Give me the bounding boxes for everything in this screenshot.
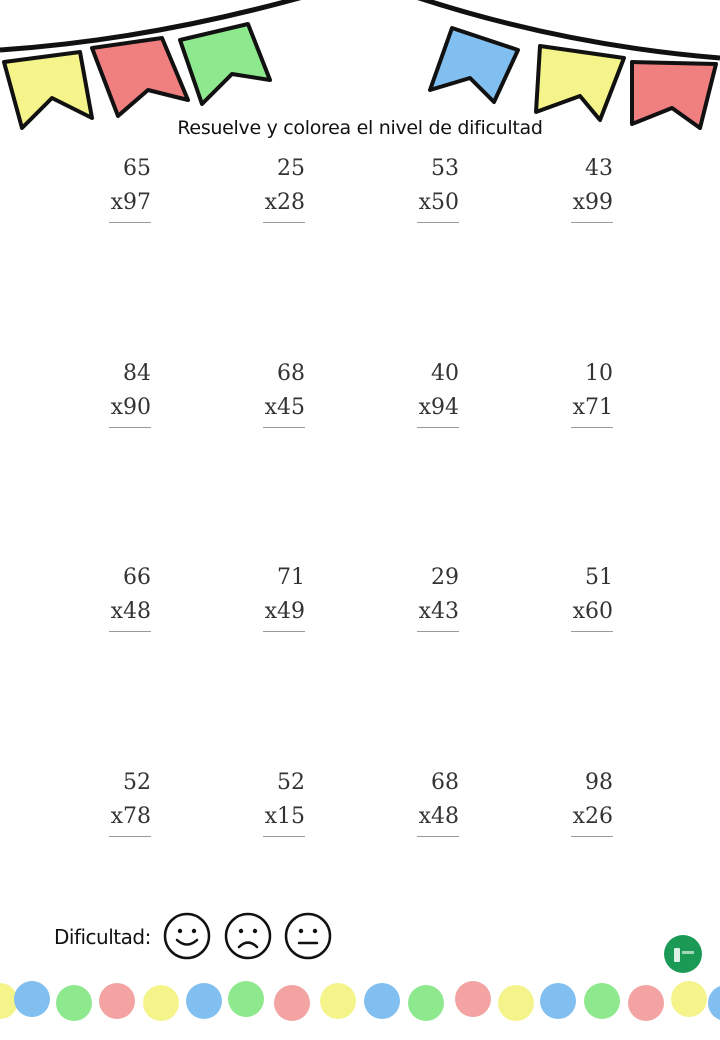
- multiplier: x97: [110, 190, 151, 215]
- multiplication-problem: [81, 766, 151, 837]
- multiplication-problem: [235, 561, 305, 632]
- decorative-dot: [708, 985, 720, 1021]
- answer-line[interactable]: [109, 222, 151, 223]
- decorative-dot: [228, 981, 264, 1017]
- multiplier: x43: [418, 599, 459, 624]
- multiplier: x94: [418, 395, 459, 420]
- multiplicand: 53: [431, 156, 459, 181]
- page-title: Resuelve y colorea el nivel de dificultad: [177, 117, 543, 139]
- multiplier: x48: [110, 599, 151, 624]
- decorative-dot: [455, 981, 491, 1017]
- multiplier: x99: [572, 190, 613, 215]
- decorative-dot: [540, 983, 576, 1019]
- multiplicand: 10: [585, 361, 613, 386]
- multiplicand: 43: [585, 156, 613, 181]
- multiplication-problem: [389, 766, 459, 837]
- sad-face-icon[interactable]: [224, 912, 272, 960]
- multiplication-problem: [543, 766, 613, 837]
- multiplicand: 25: [277, 156, 305, 181]
- multiplier: x48: [418, 804, 459, 829]
- multiplication-problem: [81, 561, 151, 632]
- multiplicand: 52: [277, 770, 305, 795]
- decorative-dot: [99, 983, 135, 1019]
- decorative-dot: [14, 981, 50, 1017]
- decorative-dot: [186, 983, 222, 1019]
- answer-line[interactable]: [571, 631, 613, 632]
- decorative-dot: [56, 985, 92, 1021]
- multiplication-problem: [81, 152, 151, 223]
- answer-line[interactable]: [109, 836, 151, 837]
- answer-line[interactable]: [571, 427, 613, 428]
- multiplicand: 29: [431, 565, 459, 590]
- multiplication-problem: [543, 561, 613, 632]
- multiplier: x50: [418, 190, 459, 215]
- multiplication-problem: [235, 766, 305, 837]
- multiplier: x28: [264, 190, 305, 215]
- answer-line[interactable]: [263, 836, 305, 837]
- decorative-dot: [628, 985, 664, 1021]
- answer-line[interactable]: [571, 836, 613, 837]
- multiplication-problem: [389, 357, 459, 428]
- answer-line[interactable]: [109, 427, 151, 428]
- multiplier: x26: [572, 804, 613, 829]
- decorative-dot: [408, 985, 444, 1021]
- answer-line[interactable]: [417, 836, 459, 837]
- multiplier: x60: [572, 599, 613, 624]
- answer-line[interactable]: [417, 631, 459, 632]
- decorative-dot: [584, 983, 620, 1019]
- brand-logo: [663, 934, 703, 974]
- multiplicand: 51: [585, 565, 613, 590]
- multiplier: x49: [264, 599, 305, 624]
- decorative-dot: [274, 985, 310, 1021]
- multiplication-problem: [543, 357, 613, 428]
- multiplier: x90: [110, 395, 151, 420]
- decorative-dot: [498, 985, 534, 1021]
- answer-line[interactable]: [571, 222, 613, 223]
- decorative-dot: [320, 983, 356, 1019]
- answer-line[interactable]: [417, 427, 459, 428]
- multiplier: x45: [264, 395, 305, 420]
- answer-line[interactable]: [417, 222, 459, 223]
- multiplication-problem: [389, 152, 459, 223]
- multiplicand: 68: [277, 361, 305, 386]
- multiplicand: 52: [123, 770, 151, 795]
- multiplicand: 84: [123, 361, 151, 386]
- answer-line[interactable]: [109, 631, 151, 632]
- answer-line[interactable]: [263, 427, 305, 428]
- multiplier: x15: [264, 804, 305, 829]
- decorative-dot: [143, 985, 179, 1021]
- multiplication-problem: [81, 357, 151, 428]
- multiplier: x78: [110, 804, 151, 829]
- multiplicand: 40: [431, 361, 459, 386]
- difficulty-label: Dificultad:: [54, 925, 151, 949]
- decorative-dots-border: [0, 975, 720, 1040]
- multiplication-problem: [389, 561, 459, 632]
- multiplicand: 65: [123, 156, 151, 181]
- multiplication-problem: [235, 152, 305, 223]
- multiplier: x71: [572, 395, 613, 420]
- multiplicand: 98: [585, 770, 613, 795]
- multiplicand: 71: [277, 565, 305, 590]
- decorative-dot: [364, 983, 400, 1019]
- neutral-face-icon[interactable]: [284, 912, 332, 960]
- answer-line[interactable]: [263, 222, 305, 223]
- decorative-dot: [671, 981, 707, 1017]
- multiplicand: 66: [123, 565, 151, 590]
- multiplicand: 68: [431, 770, 459, 795]
- multiplication-problem: [235, 357, 305, 428]
- happy-face-icon[interactable]: [163, 912, 211, 960]
- multiplication-problem: [543, 152, 613, 223]
- answer-line[interactable]: [263, 631, 305, 632]
